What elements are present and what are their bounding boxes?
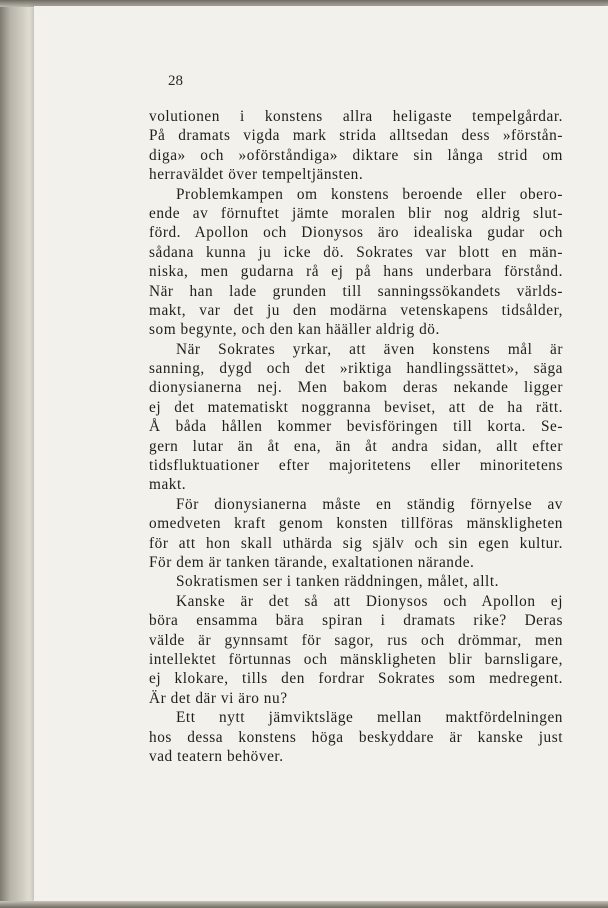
- text-line: välde är gynnsamt för sagor, rus och drömmar, men: [149, 631, 563, 649]
- text-line: herraväldet över tempeltjänsten.: [149, 166, 364, 184]
- text-line: Problemkampen om konstens beroende eller obero-: [176, 185, 563, 203]
- text-line: ej klokare, tills den fordrar Sokrates som medregent.: [149, 670, 563, 688]
- text-line: vad teatern behöver.: [149, 747, 284, 765]
- text-line: För dem är tanken tärande, exaltationen närande.: [149, 553, 475, 571]
- text-line: niska, men gudarna rå ej på hans underbara förstånd.: [149, 263, 563, 281]
- page-number: 28: [168, 73, 183, 89]
- text-line: När Sokrates yrkar, att även konstens mål är: [176, 340, 563, 358]
- text-line: På dramats vigda mark strida alltsedan dess »förstån-: [149, 127, 563, 145]
- text-line: makt.: [149, 476, 187, 494]
- text-line: förd. Apollon och Dionysos äro idealiska gudar och: [149, 224, 563, 242]
- text-line: Är det där vi äro nu?: [149, 689, 288, 707]
- text-line: Sokratismen ser i tanken räddningen, målet, allt.: [176, 573, 500, 591]
- text-line: dionysianerna nej. Men bakom deras nekande ligger: [149, 379, 563, 397]
- text-line: sanning, dygd och det »riktiga handlingssättet», säga: [149, 360, 563, 378]
- text-line: För dionysianerna måste en ständig förnyelse av: [176, 495, 563, 513]
- text-line: tidsfluktuationer efter majoritetens eller minoritetens: [149, 457, 563, 475]
- text-line: gern lutar än åt ena, än åt andra sidan, allt efter: [149, 437, 563, 455]
- text-line: diga» och »oförståndiga» diktare sin långa strid om: [149, 146, 563, 164]
- text-line: ende av förnuftet jämte moralen blir nog aldrig slut-: [149, 204, 563, 222]
- text-line: hos dessa konstens höga beskyddare är kanske just: [149, 728, 563, 746]
- text-line: som begynte, och den kan hääller aldrig dö.: [149, 321, 440, 339]
- text-line: böra ensamma bära spiran i dramats rike? Deras: [149, 612, 563, 630]
- text-line: omedveten kraft genom konsten tillföras mänskligheten: [149, 515, 563, 533]
- text-line: intellektet förtunnas och mänskligheten blir barnsligare,: [149, 650, 563, 668]
- text-line: Ett nytt jämviktsläge mellan maktfördelningen: [176, 709, 563, 727]
- body-text: [149, 107, 563, 766]
- text-line: sådana kunna ju icke dö. Sokrates var blott en män-: [149, 243, 563, 261]
- text-line: Kanske är det så att Dionysos och Apollon ej: [176, 592, 563, 610]
- text-line: ej det matematiskt noggranna beviset, att de ha rätt.: [149, 398, 563, 416]
- text-line: volutionen i konstens allra heligaste tempelgårdar.: [149, 108, 563, 125]
- text-line: Å båda hållen kommer bevisföringen till korta. Se-: [149, 418, 563, 436]
- scan-bottom-edge: [0, 901, 608, 908]
- text-line: När han lade grunden till sanningssökandets världs-: [149, 282, 563, 300]
- text-line: för att hon skall uthärda sig själv och sin egen kultur.: [149, 534, 563, 552]
- text-line: makt, var det ju den modärna vetenskapens tidsålder,: [149, 301, 563, 319]
